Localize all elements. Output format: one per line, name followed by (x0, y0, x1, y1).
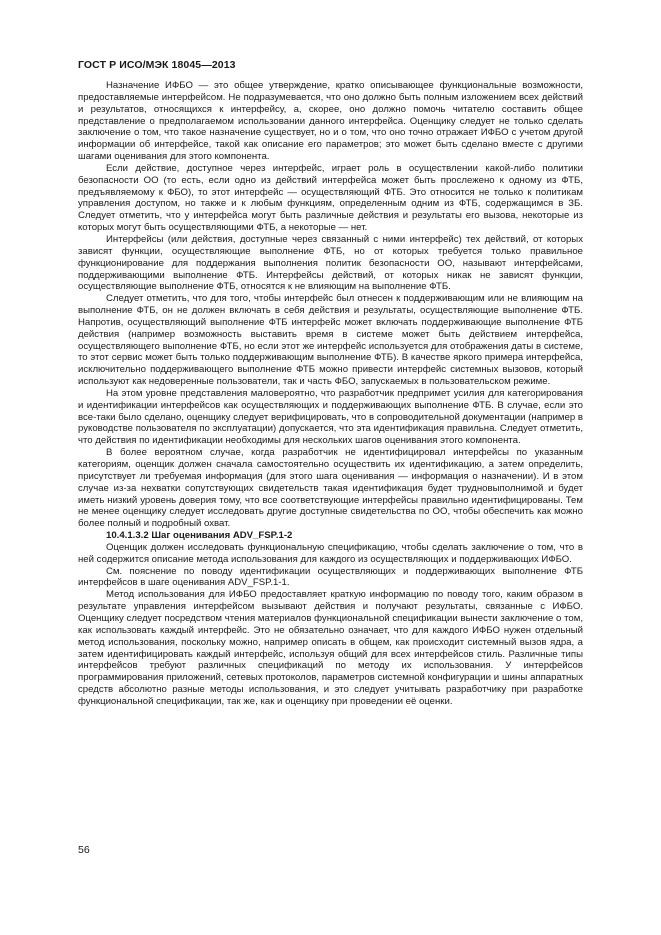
paragraph-evaluator-task: Оценщик должен исследовать функциональную спецификацию, чтобы сделать заключение о том, что в ней содержится описание метода использования для каждого из осуществляющих и поддерживающих ИФБО. (78, 541, 583, 565)
paragraph-categorization: На этом уровне представления маловероятно, что разработчик предпримет усилия для категорирования и идентификации интерфейсов как осуществляющих и поддерживающих выполнение ФТБ. В случае, если это все-таки было сделано, оценщику следует верифицировать, что в сопроводительной документации (например в руководстве пользователя по эксплуатации) допускается, что эта идентификация правильна. Следует отметить, что действия по идентификации необходимы для нескольких шагов оценивания этого компонента. (78, 387, 583, 447)
paragraph-identification: В более вероятном случае, когда разработчик не идентифицировал интерфейсы по указанным категориям, оценщик должен сначала самостоятельно осуществить их идентификацию, а затем определить, присутствует ли требуемая информация (для этого шага оценивания — информация о назначении). И в этом случае из-за нехватки сопутствующих свидетельств такая идентификация будет трудновыполнимой и будет иметь низкий уровень доверия тому, что все соответствующие интерфейсы правильно идентифицированы. Тем не менее оценщику следует исследовать другие доступные свидетельства по ОО, чтобы обеспечить как можно более полный и подробный охват. (78, 447, 583, 530)
paragraph-purpose: Назначение ИФБО — это общее утверждение, кратко описывающее функциональные возможности, предоставляемые интерфейсом. Не подразумевается, что оно должно быть полным изложением всех действий и результатов, относящихся к интерфейсу, а, скорее, оно должно помочь читателю составить общее представление о предполагаемом использовании данного интерфейса. Оценщику следует не только сделать заключение о том, что такое назначение существует, но и о том, что оно точно отражает ИФБО с учетом другой информации об интерфейсе, такой как описание его параметров; это может быть сделано вместе с другими шагами оценивания для этого компонента. (78, 80, 583, 163)
page-number: 56 (78, 844, 90, 856)
document-body (78, 80, 583, 708)
paragraph-enforcing: Если действие, доступное через интерфейс, играет роль в осуществлении какой-либо политики безопасности ОО (то есть, если одно из действий интерфейса может быть прослежено к одному из ФТБ, предъявляемому к ФБО), то этот интерфейс — осуществляющий ФТБ. Это относится не только к политикам управления доступом, но также и к любым функциям, определенным одним из ФТБ, содержащимся в ЗБ. Следует отметить, что у интерфейса могут быть различные действия и результаты его вызова, некоторые из которых могут быть осуществляющими ФТБ, а некоторые — нет. (78, 162, 583, 234)
document-header: ГОСТ Р ИСО/МЭК 18045—2013 (78, 59, 236, 71)
paragraph-supporting: Интерфейсы (или действия, доступные через связанный с ними интерфейс) тех действий, от которых зависят функции, осуществляющие выполнение ФТБ, но от которых требуется только правильное функционирование для поддержания выполнения политик безопасности ОО, называют интерфейсами, поддерживающими выполнение ФТБ. Интерфейсы действий, от которых никак не зависят функции, осуществляющие выполнение ФТБ, относятся к не влияющим на выполнение ФТБ. (78, 233, 583, 293)
paragraph-see-also: См. пояснение по поводу идентификации осуществляющих и поддерживающих выполнение ФТБ интерфейсов в шаге оценивания ADV_FSP.1-1. (78, 565, 583, 589)
section-subheading: 10.4.1.3.2 Шаг оценивания ADV_FSP.1-2 (106, 530, 293, 542)
paragraph-note: Следует отметить, что для того, чтобы интерфейс был отнесен к поддерживающим или не влияющим на выполнение ФТБ, он не должен включать в себя действия и результаты, осуществляющие выполнение ФТБ. Напротив, осуществляющий выполнение ФТБ интерфейс может включать поддерживающие выполнение ФТБ действия (например возможность выставить время в системе может быть действием интерфейса, осуществляющего выполнение ФТБ, но если этот же интерфейс используется для отображения даты в системе, то этот сервис может быть только поддерживающим выполнение ФТБ). В качестве яркого примера интерфейса, исключительно поддерживающего выполнение ФТБ можно привести интерфейс системных вызовов, который используют как недоверенные пользователи, так и часть ФБО, запускаемых в пользовательском режиме. (78, 293, 583, 388)
paragraph-method-of-use: Метод использования для ИФБО предоставляет краткую информацию по поводу того, каким образом в результате управления интерфейсом вызывают действия и получают результаты, связанные с ИФБО. Оценщику следует посредством чтения материалов функциональной спецификации вынести заключение о том, как использовать каждый интерфейс. Это не обязательно означает, что для каждого ИФБО нужен отдельный метод использования, поскольку можно, например описать в общем, как происходит системный вызов ядра, а затем идентифицировать каждый интерфейс, используя общий для всех интерфейсов стиль. Различные типы интерфейсов требуют различных спецификаций по методу их использования. У интерфейсов программирования приложений, сетевых протоколов, параметров системной конфигурации и шины аппаратных средств абсолютно разные методы использования, и это следует учитывать разработчику при разработке функциональной спецификации, так же, как и оценщику при проведении её оценки. (78, 589, 583, 707)
